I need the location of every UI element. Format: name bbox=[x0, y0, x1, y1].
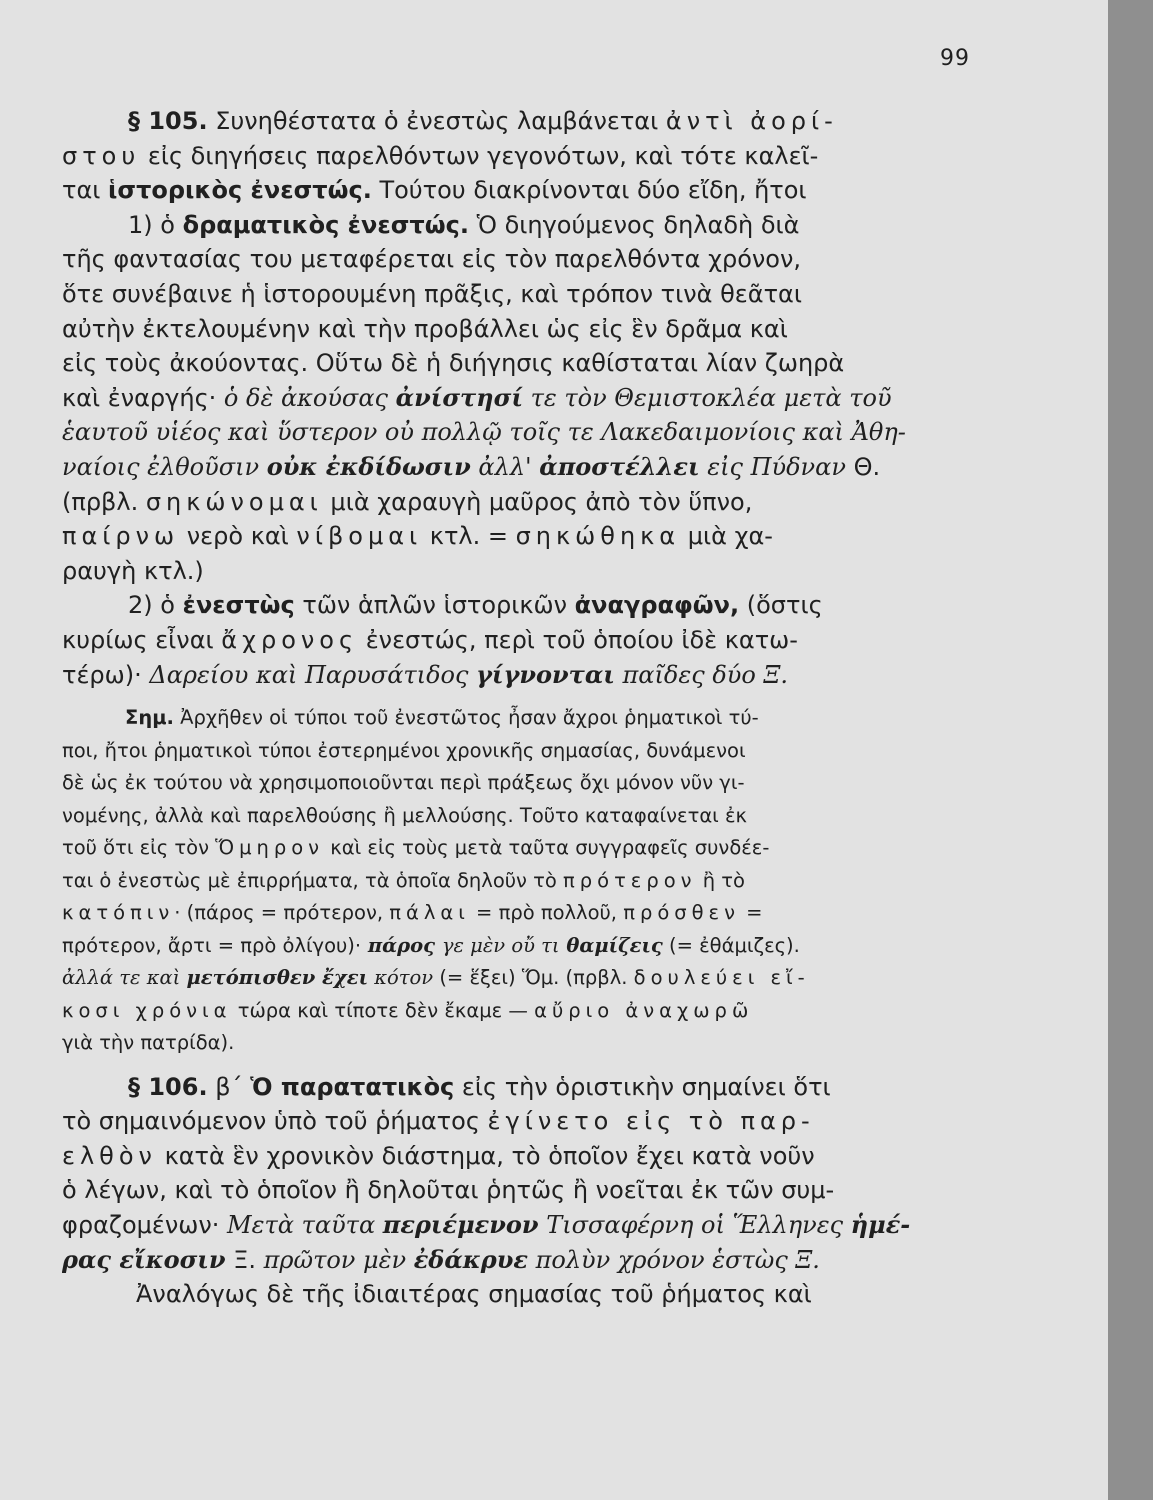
text-line: τέρω)· Δαρείου καὶ Παρυσάτιδος γίγνονται παῖδες δύο Ξ. bbox=[62, 659, 788, 689]
book-edge bbox=[1108, 0, 1153, 1500]
note-line: δὲ ὡς ἐκ τούτου νὰ χρησιμοποιοῦνται περὶ πράξεως ὄχι μόνον νῦν γι- bbox=[62, 771, 745, 795]
text-line: τῆς φαντασίας του μεταφέρεται εἰς τὸν παρελθόντα χρόνον, bbox=[62, 245, 801, 274]
note-line: Σημ. Ἀρχῆθεν οἱ τύποι τοῦ ἐνεστῶτος ἦσαν ἄχροι ῥηματικοὶ τύ- bbox=[125, 706, 759, 730]
text-line: στου εἰς διηγήσεις παρελθόντων γεγονότων, καὶ τότε καλεῖ- bbox=[62, 141, 819, 170]
text-line: καὶ ἐναργής· ὁ δὲ ἀκούσας ἀνίστησί τε τὸν Θεμιστοκλέα μετὰ τοῦ bbox=[62, 382, 892, 412]
page-body bbox=[62, 104, 980, 1312]
text-line: Ἀναλόγως δὲ τῆς ἰδιαιτέρας σημασίας τοῦ ῥήματος καὶ bbox=[136, 1280, 812, 1309]
text-line: παίρνω νερὸ καὶ νίβομαι κτλ. = σηκώθηκα μιὰ χα- bbox=[62, 522, 773, 551]
remark-block bbox=[62, 702, 980, 1060]
note-line: κατόπιν· (πάρος = πρότερον, πάλαι = πρὸ πολλοῦ, πρόσθεν = bbox=[62, 901, 763, 925]
note-line: ται ὁ ἐνεστὼς μὲ ἐπιρρήματα, τὰ ὁποῖα δηλοῦν τὸ πρότερον ἢ τὸ bbox=[62, 868, 745, 892]
text-line: 1) ὁ δραματικὸς ἐνεστώς. Ὁ διηγούμενος δηλαδὴ διὰ bbox=[128, 210, 800, 239]
text-line: φραζομένων· Μετὰ ταῦτα περιέμενον Τισσαφέρνη οἱ Ἕλληνες ἡμέ- bbox=[62, 1209, 911, 1239]
text-line: τὸ σημαινόμενον ὑπὸ τοῦ ῥήματος ἐγίνετο εἰς τὸ παρ- bbox=[62, 1107, 815, 1136]
note-line: πρότερον, ἄρτι = πρὸ ὀλίγου)· πάρος γε μὲν οὔ τι θαμίζεις (= ἐθάμιζες). bbox=[62, 933, 800, 957]
note-line: ἀλλά τε καὶ μετόπισθεν ἔχει κότον (= ἕξει) Ὅμ. (πρβλ. δουλεύει εἴ- bbox=[62, 966, 810, 990]
text-line: ελθὸν κατὰ ἓν χρονικὸν διάστημα, τὸ ὁποῖον ἔχει κατὰ νοῦν bbox=[62, 1141, 815, 1170]
text-line: ται ἱστορικὸς ἐνεστώς. Τούτου διακρίνονται δύο εἴδη, ἤτοι bbox=[62, 176, 807, 205]
text-line: § 106. β΄ Ὁ παρατατικὸς εἰς τὴν ὁριστικὴν σημαίνει ὅτι bbox=[128, 1072, 831, 1101]
text-line: (πρβλ. σηκώνομαι μιὰ χαραυγὴ μαῦρος ἀπὸ τὸν ὕπνο, bbox=[62, 487, 753, 516]
note-line: ποι, ἤτοι ῥηματικοὶ τύποι ἐστερημένοι χρονικῆς σημασίας, δυνάμενοι bbox=[62, 738, 746, 762]
note-line: νομένης, ἀλλὰ καὶ παρελθούσης ἢ μελλούσης. Τοῦτο καταφαίνεται ἐκ bbox=[62, 803, 748, 827]
text-line: 2) ὁ ἐνεστὼς τῶν ἁπλῶν ἱστορικῶν ἀναγραφῶν, (ὅστις bbox=[128, 591, 823, 620]
text-line: ρας εἴκοσιν Ξ. πρῶτον μὲν ἐδάκρυε πολὺν χρόνον ἑστὼς Ξ. bbox=[62, 1244, 820, 1274]
text-line: ὅτε συνέβαινε ἡ ἱστορουμένη πρᾶξις, καὶ τρόπον τινὰ θεᾶται bbox=[62, 279, 802, 308]
note-line: τοῦ ὅτι εἰς τὸν Ὅμηρον καὶ εἰς τοὺς μετὰ ταῦτα συγγραφεῖς συνδέε- bbox=[62, 836, 770, 860]
text-line: § 105. Συνηθέστατα ὁ ἐνεστὼς λαμβάνεται ἀντὶ ἀορί- bbox=[128, 107, 838, 135]
text-line: ναίοις ἐλθοῦσιν οὐκ ἐκδίδωσιν ἀλλ' ἀποστέλλει εἰς Πύδναν Θ. bbox=[62, 451, 881, 481]
text-line: εἰς τοὺς ἀκούοντας. Οὕτω δὲ ἡ διήγησις καθίσταται λίαν ζωηρὰ bbox=[62, 349, 845, 378]
note-line: κοσι χρόνια τώρα καὶ τίποτε δὲν ἔκαμε — αὔριο ἀναχωρῶ bbox=[62, 998, 754, 1022]
note-line: γιὰ τὴν πατρίδα). bbox=[62, 1031, 235, 1055]
text-line: ὁ λέγων, καὶ τὸ ὁποῖον ἢ δηλοῦται ῥητῶς ἢ νοεῖται ἐκ τῶν συμ- bbox=[62, 1176, 835, 1205]
text-line: ἑαυτοῦ υἱέος καὶ ὕστερον οὐ πολλῷ τοῖς τε Λακεδαιμονίοις καὶ Ἀθη- bbox=[62, 418, 906, 447]
text-line: ραυγὴ κτλ.) bbox=[62, 556, 204, 585]
text-line: αὐτὴν ἐκτελουμένην καὶ τὴν προβάλλει ὡς εἰς ἓν δρᾶμα καὶ bbox=[62, 314, 788, 343]
page-number: 99 bbox=[940, 46, 970, 71]
text-line: κυρίως εἶναι ἄχρονος ἐνεστώς, περὶ τοῦ ὁποίου ἰδὲ κατω- bbox=[62, 625, 798, 654]
